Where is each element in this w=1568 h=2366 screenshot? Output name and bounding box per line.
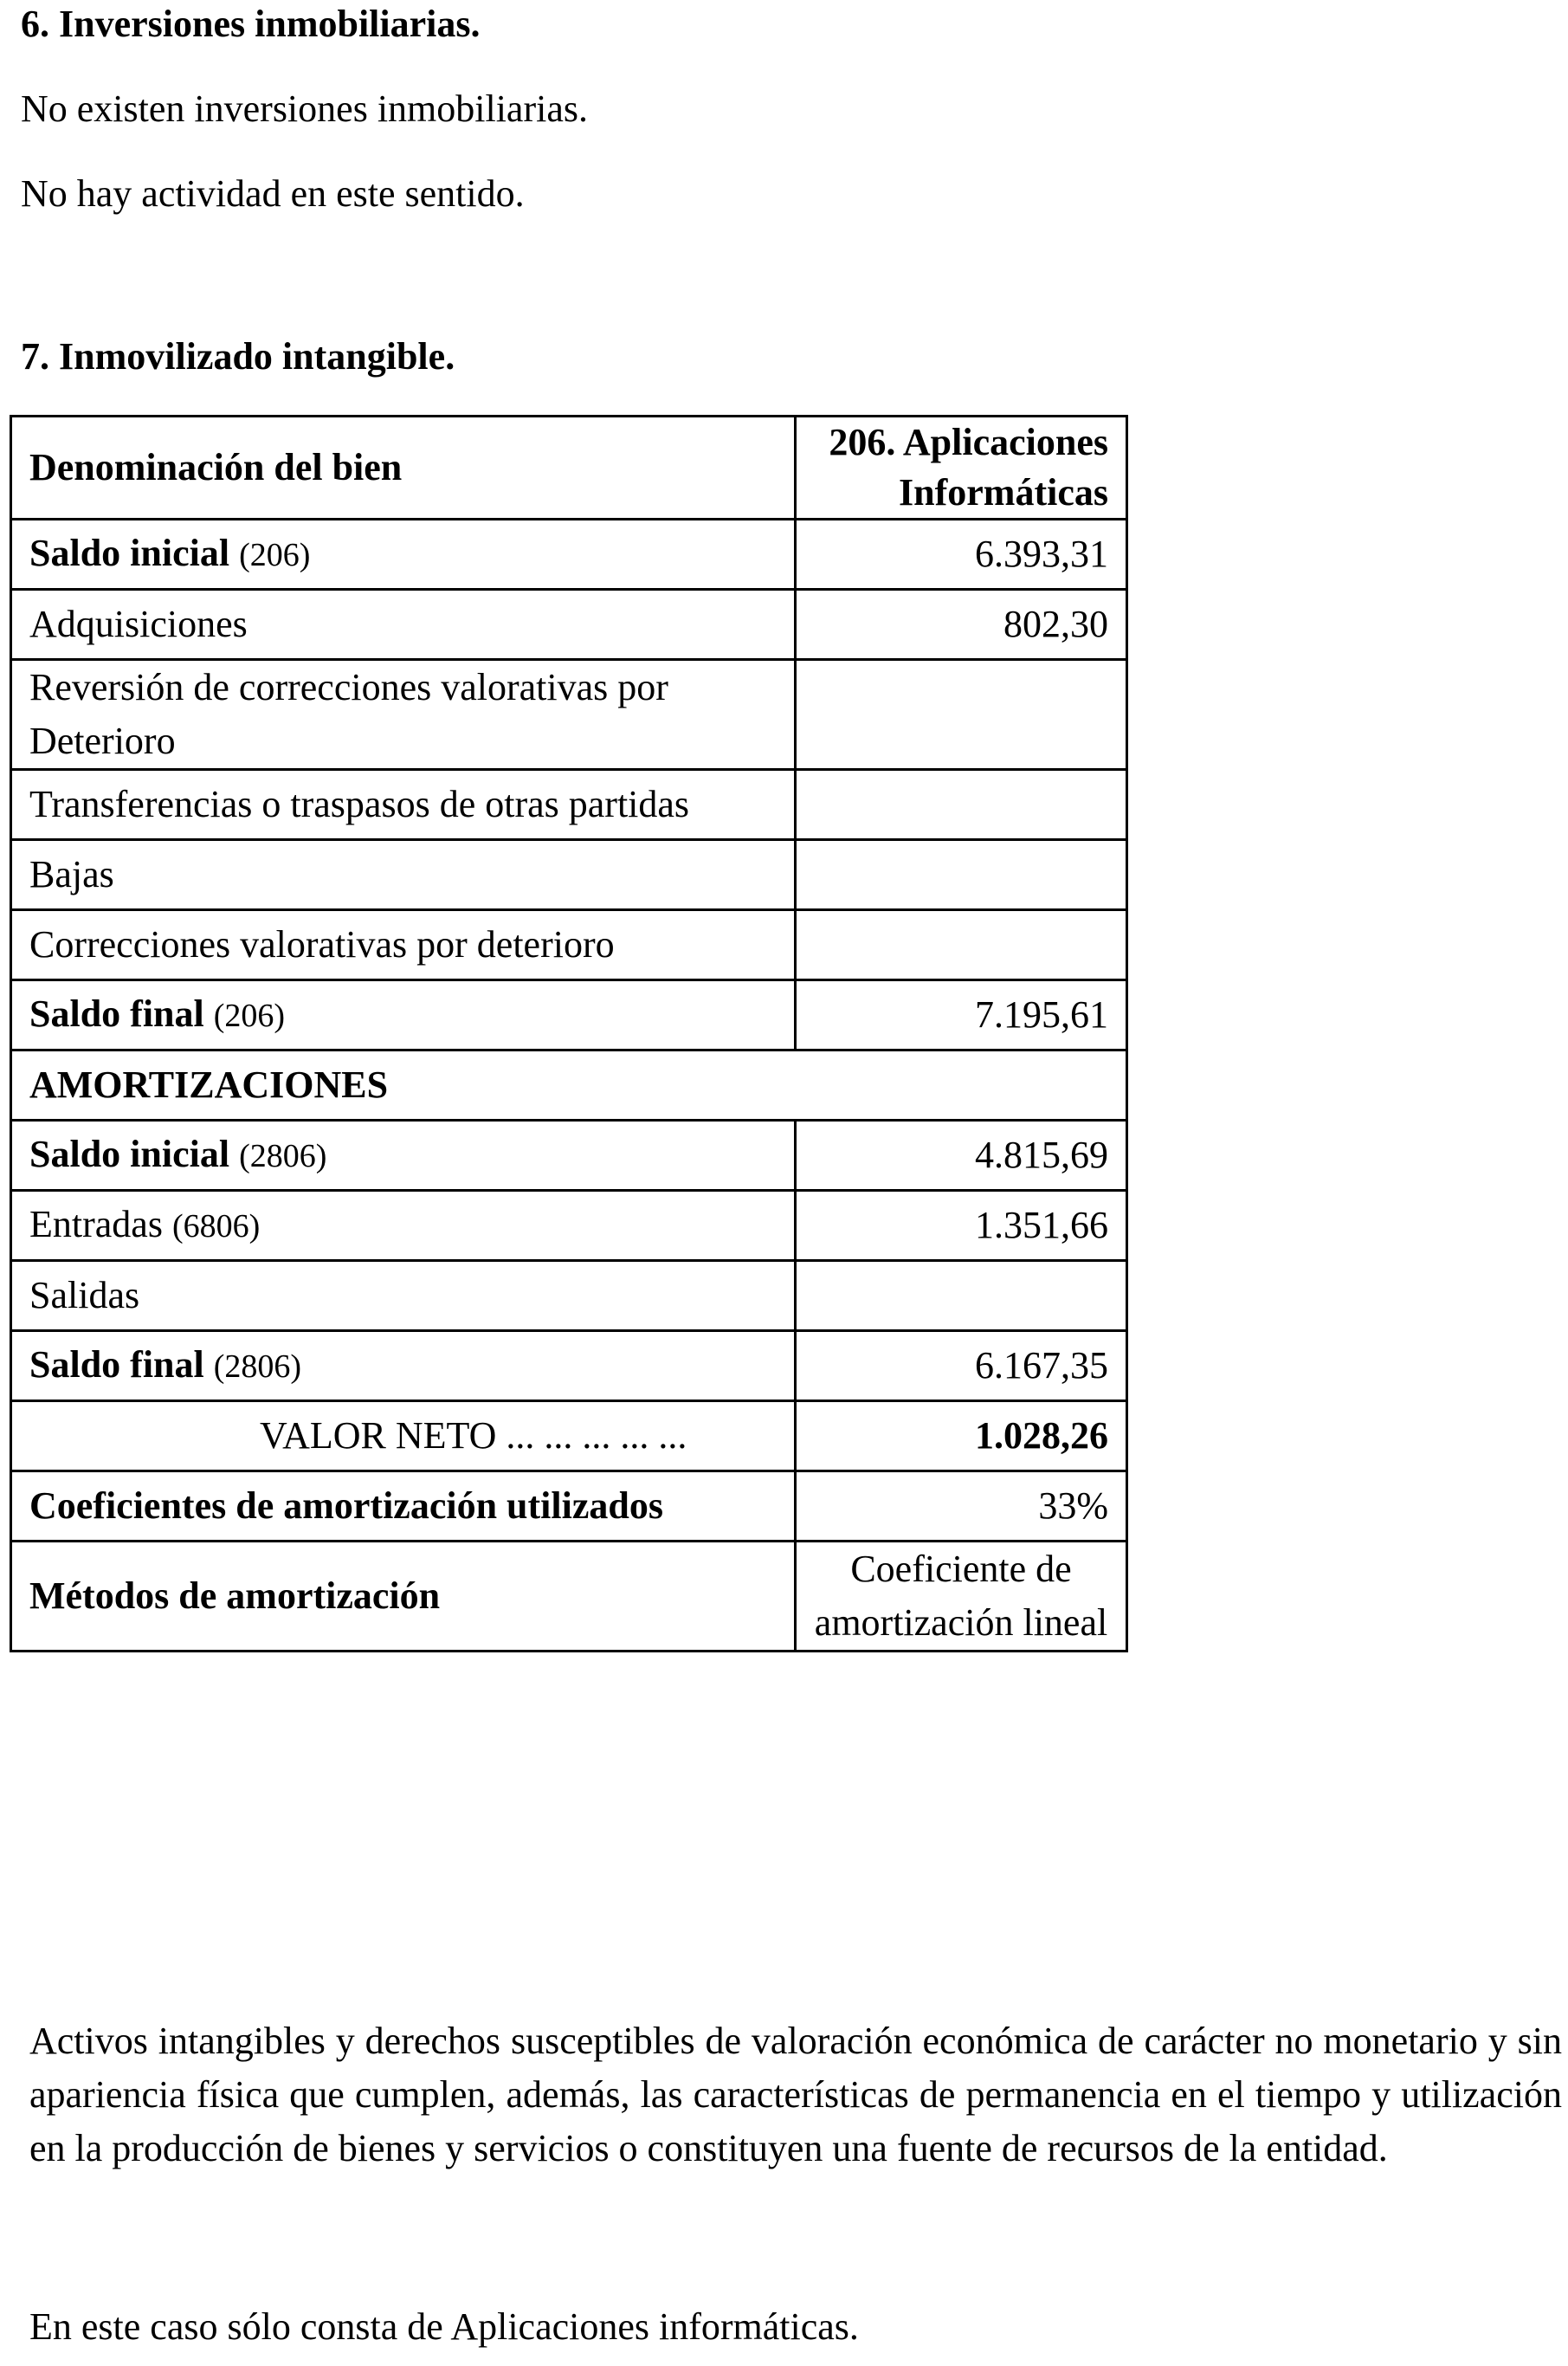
- row-value: [796, 770, 1127, 840]
- account-code: (2806): [239, 1138, 327, 1174]
- row-value: 33%: [796, 1471, 1127, 1542]
- row-value: [796, 660, 1127, 770]
- row-label-cell: [11, 1121, 796, 1191]
- row-value: 6.167,35: [796, 1331, 1127, 1401]
- table-row: [11, 590, 1127, 660]
- table-row: [11, 1191, 1127, 1261]
- section-label-amortizaciones: AMORTIZACIONES: [11, 1050, 1127, 1121]
- table-row: [11, 1471, 1127, 1542]
- table-row: [11, 840, 1127, 910]
- account-code: (6806): [171, 1208, 261, 1244]
- row-label: Transferencias o traspasos de otras partidas: [11, 770, 796, 840]
- paragraph-no-activity: No hay actividad en este sentido.: [21, 172, 525, 215]
- header-label-cell: Denominación del bien: [11, 417, 796, 520]
- table-row: [11, 1121, 1127, 1191]
- row-label: Saldo inicial: [29, 1133, 230, 1175]
- section-heading-7: 7. Inmovilizado intangible.: [21, 335, 455, 378]
- section-heading-6: 6. Inversiones inmobiliarias.: [21, 3, 481, 45]
- row-label-cell: [11, 1191, 796, 1261]
- row-label: Saldo inicial: [29, 532, 230, 574]
- table-section-row: [11, 1050, 1127, 1121]
- account-code: (206): [213, 998, 286, 1034]
- net-value: 1.028,26: [796, 1401, 1127, 1471]
- table-row: [11, 1261, 1127, 1331]
- row-value: [796, 1261, 1127, 1331]
- row-label: Adquisiciones: [11, 590, 796, 660]
- row-label: Saldo final: [29, 1343, 204, 1386]
- row-label-cell: [11, 1331, 796, 1401]
- row-value: 6.393,31: [796, 520, 1127, 590]
- row-label: Métodos de amortización: [11, 1542, 796, 1652]
- row-label: Bajas: [11, 840, 796, 910]
- row-value: 802,30: [796, 590, 1127, 660]
- row-value: 7.195,61: [796, 980, 1127, 1050]
- row-label-cell: [11, 980, 796, 1050]
- row-label: Salidas: [11, 1261, 796, 1331]
- table-row: [11, 1401, 1127, 1471]
- table-row: [11, 910, 1127, 980]
- account-code: (206): [239, 537, 311, 573]
- account-code: (2806): [213, 1348, 302, 1385]
- table-row: [11, 1331, 1127, 1401]
- row-label: Correcciones valorativas por deterioro: [11, 910, 796, 980]
- row-value: [796, 840, 1127, 910]
- paragraph-no-investments: No existen inversiones inmobiliarias.: [21, 87, 588, 130]
- row-label: Reversión de correcciones valorativas por Deterioro: [11, 660, 796, 770]
- row-value: [796, 910, 1127, 980]
- row-value: 1.351,66: [796, 1191, 1127, 1261]
- row-label: Saldo final: [29, 992, 204, 1035]
- table-row: [11, 980, 1127, 1050]
- row-label-cell: [11, 520, 796, 590]
- table-row: [11, 520, 1127, 590]
- row-value: 4.815,69: [796, 1121, 1127, 1191]
- header-value-cell: 206. Aplicaciones Informáticas: [796, 417, 1127, 520]
- net-value-label: VALOR NETO ... ... ... ... ...: [11, 1401, 796, 1471]
- paragraph-only-software: En este caso sólo consta de Aplicaciones informáticas.: [29, 2305, 859, 2348]
- paragraph-intangible-definition: Activos intangibles y derechos susceptibles de valoración económica de carácter no monetario y sin apariencia física que cumplen, además, las características de permanencia en el tiempo y utilización en la producción de bienes y servicios o constituyen una fuente de recursos de la entidad.: [29, 2020, 1562, 2169]
- row-label: Coeficientes de amortización utilizados: [11, 1471, 796, 1542]
- intangible-assets-table: [10, 415, 1128, 1652]
- table-header-row: [11, 417, 1127, 520]
- table-row: [11, 660, 1127, 770]
- row-label: Entradas: [29, 1203, 163, 1245]
- table-row: [11, 1542, 1127, 1652]
- row-value: Coeficiente de amortización lineal: [796, 1542, 1127, 1652]
- table-row: [11, 770, 1127, 840]
